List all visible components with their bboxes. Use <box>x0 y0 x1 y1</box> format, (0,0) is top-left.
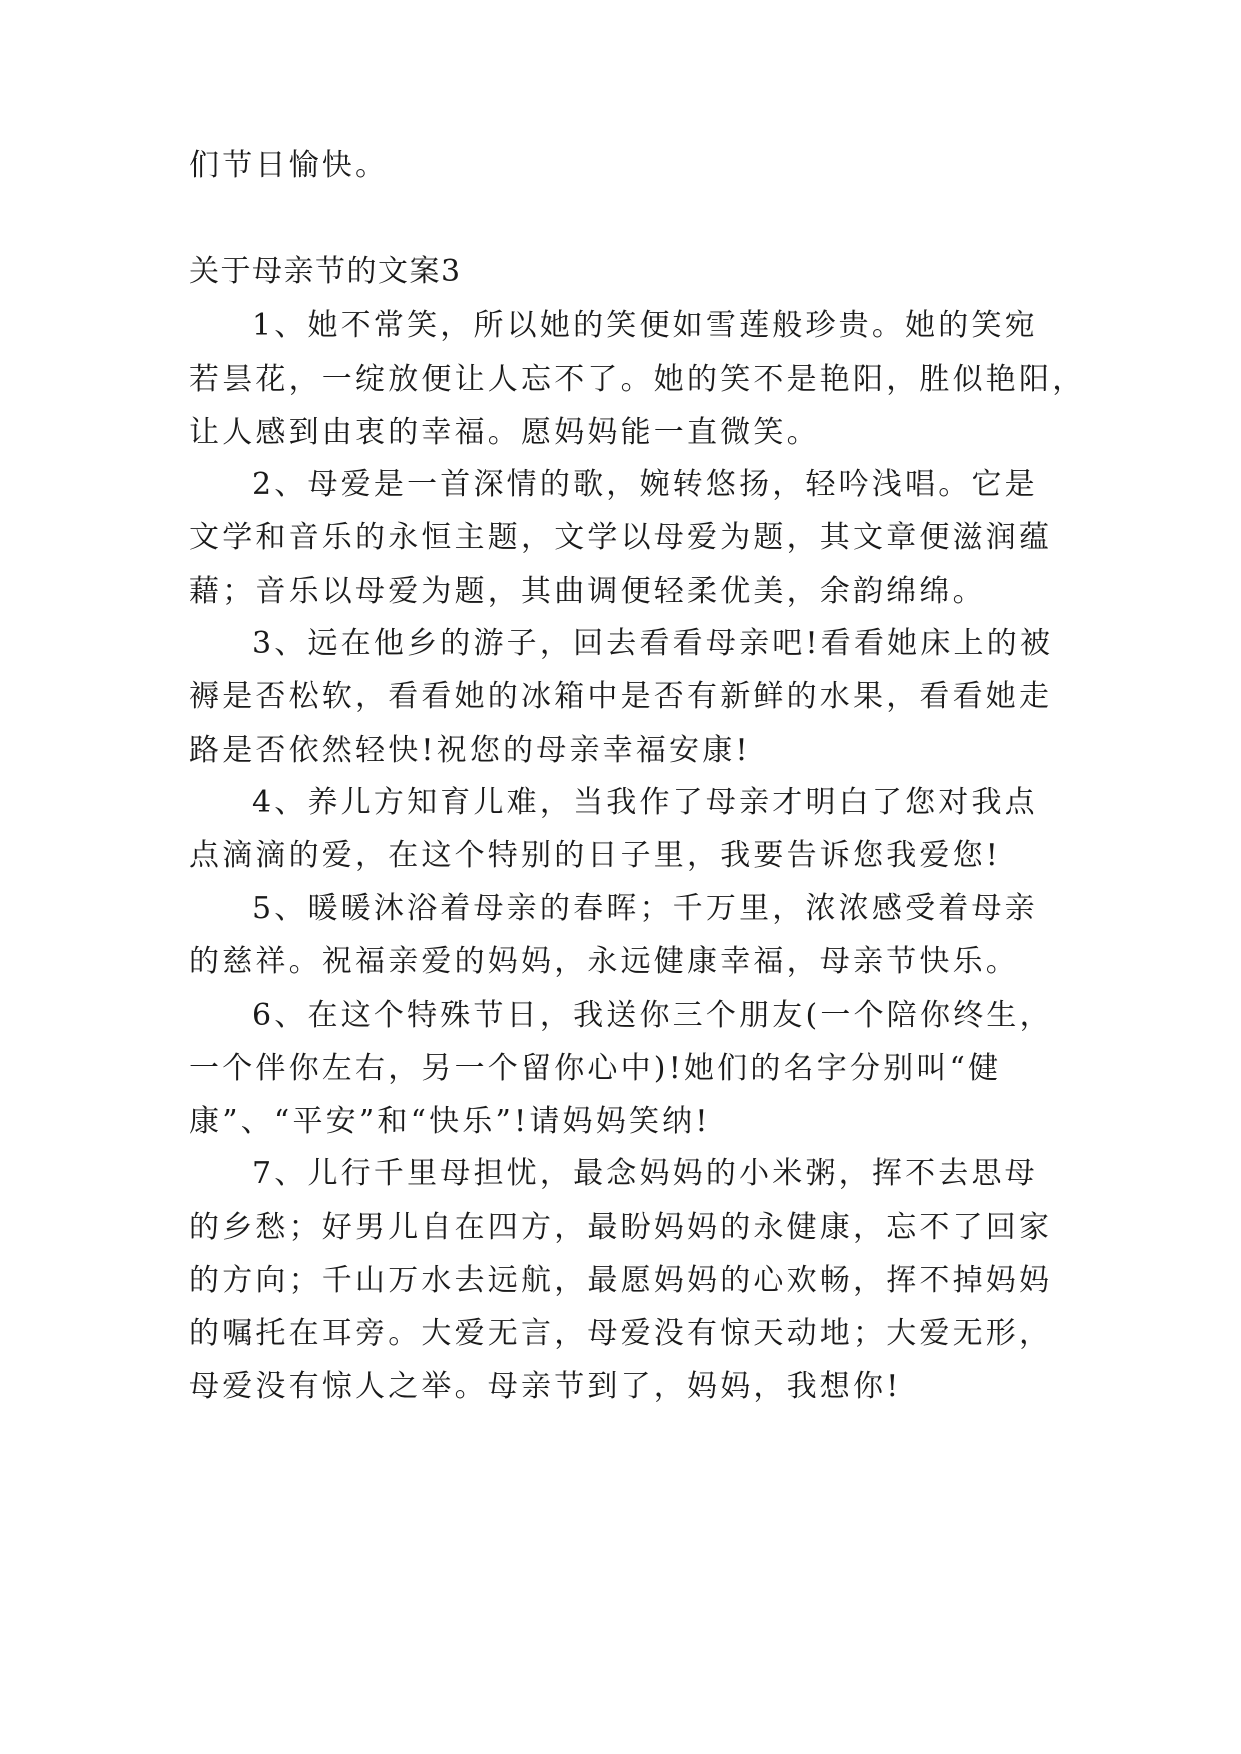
paragraph-7-line-5: 母爱没有惊人之举。母亲节到了，妈妈，我想你! <box>189 1369 902 1404</box>
continuation-text: 们节日愉快。 <box>189 148 389 183</box>
paragraph-3-line-2: 褥是否松软，看看她的冰箱中是否有新鲜的水果，看看她走 <box>189 679 1053 714</box>
paragraph-2-line-3: 藉；音乐以母爱为题，其曲调便轻柔优美，余韵绵绵。 <box>189 574 986 609</box>
paragraph-5-line-1: 5、暖暖沐浴着母亲的春晖；千万里，浓浓感受着母亲 <box>252 891 1038 926</box>
paragraph-3-line-1: 3、远在他乡的游子，回去看看母亲吧!看看她床上的被 <box>252 626 1054 661</box>
paragraph-7-line-3: 的方向；千山万水去远航，最愿妈妈的心欢畅，挥不掉妈妈 <box>189 1263 1053 1298</box>
paragraph-2-line-2: 文学和音乐的永恒主题，文学以母爱为题，其文章便滋润蕴 <box>189 520 1053 555</box>
paragraph-7-line-2: 的乡愁；好男儿自在四方，最盼妈妈的永健康，忘不了回家 <box>189 1210 1053 1245</box>
paragraph-7-line-4: 的嘱托在耳旁。大爱无言，母爱没有惊天动地；大爱无形， <box>189 1316 1053 1351</box>
section-heading: 关于母亲节的文案3 <box>189 254 462 289</box>
paragraph-6-line-2: 一个伴你左右，另一个留你心中)!她们的名字分别叫“健 <box>189 1051 1002 1086</box>
paragraph-5-line-2: 的慈祥。祝福亲爱的妈妈，永远健康幸福，母亲节快乐。 <box>189 944 1019 979</box>
paragraph-1-line-1: 1、她不常笑，所以她的笑便如雪莲般珍贵。她的笑宛 <box>252 308 1038 343</box>
paragraph-6-line-3: 康”、“平安”和“快乐”!请妈妈笑纳! <box>189 1104 711 1139</box>
paragraph-7-line-1: 7、儿行千里母担忧，最念妈妈的小米粥，挥不去思母 <box>252 1156 1038 1191</box>
paragraph-6-line-1: 6、在这个特殊节日，我送你三个朋友(一个陪你终生， <box>252 998 1053 1033</box>
paragraph-1-line-3: 让人感到由衷的幸福。愿妈妈能一直微笑。 <box>189 415 820 450</box>
paragraph-3-line-3: 路是否依然轻快!祝您的母亲幸福安康! <box>189 733 751 768</box>
paragraph-4-line-2: 点滴滴的爱，在这个特别的日子里，我要告诉您我爱您! <box>189 838 1002 873</box>
paragraph-4-line-1: 4、养儿方知育儿难，当我作了母亲才明白了您对我点 <box>252 785 1038 820</box>
paragraph-1-line-2: 若昙花，一绽放便让人忘不了。她的笑不是艳阳，胜似艳阳， <box>189 362 1086 397</box>
paragraph-2-line-1: 2、母爱是一首深情的歌，婉转悠扬，轻吟浅唱。它是 <box>252 467 1038 502</box>
